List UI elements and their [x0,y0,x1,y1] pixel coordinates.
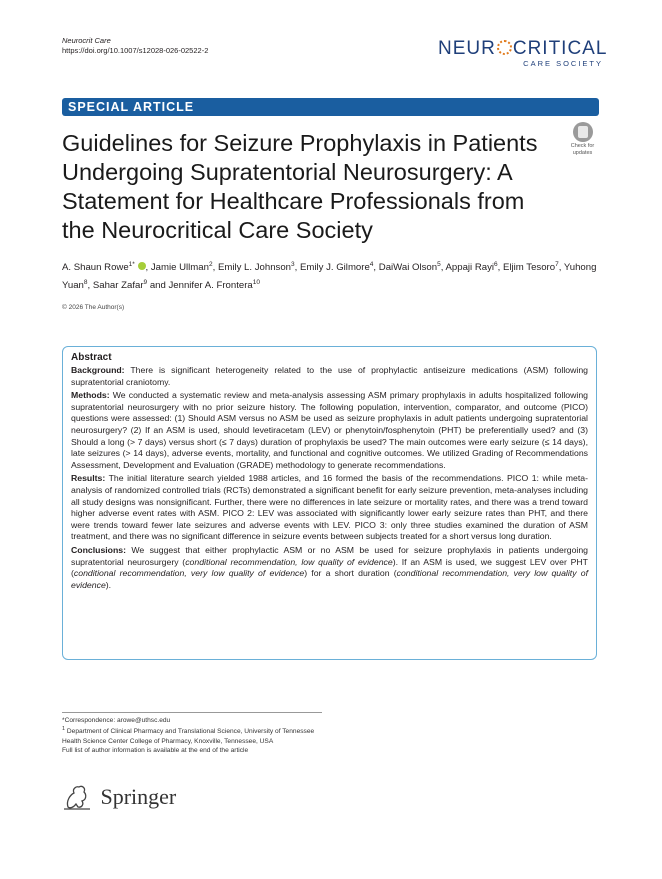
affiliation-text: Department of Clinical Pharmacy and Translational Science, University of Tennessee Health Science Center College of Pharmacy, Knoxville, Tennessee, USA [62,728,315,745]
abstract-background [71,365,588,388]
author-info-note: Full list of author information is available at the end of the article [62,747,249,755]
journal-name: Neurocrit Care [62,36,111,45]
author-affil: 2 [208,261,213,268]
logo-o-icon [497,40,512,55]
footnote-divider [62,712,322,713]
conclusions-grade: conditional recommendation, low quality of evidence [185,556,393,567]
abstract-conclusions [71,545,588,591]
conclusions-label: Conclusions: [71,544,127,555]
abstract-methods [71,390,588,471]
affiliation-number: 1 [62,726,66,733]
publisher-name: Springer [100,784,177,809]
author-affil: 10 [252,279,260,287]
results-text: The initial literature search yielded 1988 articles, and 16 formed the basis of the recommendations. PICO 1: while meta-analysis of randomized controlled trials (RCTs) demonstrated a significant benefit for early seizure prevention, meta-analyses including all study designs was nonsignificant. Further, there were no differences in late seizure or mortality rates, and there was a trend toward higher adverse event rates with ASM. PICO 2: LEV was associated with significantly lower early seizure rates than PHT, and there were trends toward fewer late seizures and adverse events with LEV. PICO 3: only three studies examined the duration of ASM treatment, and there was no significant difference in seizure events between subjects treated for a short versus long duration. [71,473,588,542]
conclusions-text: We suggest that either prophylactic ASM or no ASM be used for seizure prophylaxis in patients undergoing supratentorial neurosurgery ( [71,544,588,567]
check-updates-line-1: Check for [570,143,595,149]
author-affil: 1* [128,261,135,268]
check-updates-line-2: updates [572,150,593,156]
springer-logo [62,783,176,813]
correspondence-email[interactable]: *Correspondence: arowe@uthsc.edu [62,717,171,724]
logo-text-critical: CRITICAL [512,38,608,59]
author-affil: 4 [369,261,374,268]
article-type-label: SPECIAL ARTICLE [68,100,195,114]
author-affil: 3 [291,261,295,268]
methods-label: Methods: [71,390,110,401]
conclusions-text: ) for a short duration ( [304,568,397,579]
footnotes [62,716,322,755]
author-name[interactable]: Jamie Ullman [150,262,209,274]
conclusions-grade: conditional recommendation, very low quality of evidence [71,568,588,590]
copyright-notice: © 2026 The Author(s) [62,304,125,311]
author-name[interactable]: Appaji Rayi [445,262,495,274]
conclusions-grade: conditional recommendation, very low quality of evidence [73,568,305,579]
article-title: Guidelines for Seizure Prophylaxis in Patients Undergoing Supratentorial Neurosurgery: A Statement for Healthcare Professionals from the Neurocritical Care Society [62,130,538,243]
author-name[interactable]: A. Shaun Rowe [62,262,129,274]
author-name[interactable]: Emily L. Johnson [217,262,291,274]
springer-horse-icon [62,783,92,811]
logo-text-society: CARE SOCIETY [523,59,603,68]
author-affil: 6 [494,261,498,268]
check-for-updates-badge[interactable] [566,122,599,156]
abstract-results [71,473,588,543]
author-affil: 8 [83,279,88,287]
abstract-heading: Abstract [71,352,112,363]
affiliation-note [62,725,322,746]
author-name[interactable]: Emily J. Gilmore [299,262,370,274]
conclusions-text: ). [105,579,112,590]
doi-link[interactable]: https://doi.org/10.1007/s12028-026-02522-2 [62,46,209,55]
ncs-logo [438,38,608,68]
orcid-icon[interactable] [138,262,146,270]
conclusions-text: ). If an ASM is used, we suggest LEV over PHT ( [71,556,588,579]
author-name[interactable]: DaiWai Olson [378,262,438,274]
author-affil: 9 [143,279,148,287]
methods-text: We conducted a systematic review and meta-analysis assessing ASM primary prophylaxis in adults hospitalized following supratentorial neurosurgery with no prior seizure history. The following population, intervention, comparator, and outcome (PICO) questions were assessed: (1) Should ASM versus no ASM be used as seizure prophylaxis in adult patients undergoing supratentorial neurosurgery? (2) If an ASM is used, should levetiracetam (LEV) or phenytoin/fosphenytoin (PHT) be preferentially used? and (3) Should a long (> 7 days) versus short (≤ 7 days) duration of prophylaxis be used? The main outcomes were early seizure (≤ 14 days), late seizures (> 14 days), adverse events, mortality, and functional and cognitive outcomes. We utilized Grading of Recommendations Assessment, Development and Evaluation (GRADE) methodology to generate recommendations. [71,390,588,470]
author-affil: 5 [437,261,441,268]
background-label: Background: [71,365,125,375]
check-updates-icon [573,122,593,142]
author-name[interactable]: Yuhong Yuan [62,262,597,292]
author-name[interactable]: Jennifer A. Frontera [168,280,253,292]
author-affil: 7 [555,261,559,268]
results-label: Results: [71,473,106,484]
abstract-box [62,346,597,660]
author-name[interactable]: Eljim Tesoro [503,262,556,274]
background-text: There is significant heterogeneity related to the use of prophylactic antiseizure medications (ASM) following supratentorial craniotomy. [71,365,588,387]
author-name[interactable]: Sahar Zafar [92,280,144,292]
logo-text-neur: NEUR [438,38,496,59]
author-list: A. Shaun Rowe$^{1*}$ , Jamie Ullman$^2$, Emily L. Johnson$^3$, Emily J. Gilmore$^4$, DaiWai Olson$^5$, Appaji Rayi$^6$, Eljim Tesoro$^7$, Yuhong Yuan$^8$, Sahar Zafar$^9$ and Jennifer A. Frontera$^{10}$ [62,261,597,292]
article-type-banner [62,98,599,116]
